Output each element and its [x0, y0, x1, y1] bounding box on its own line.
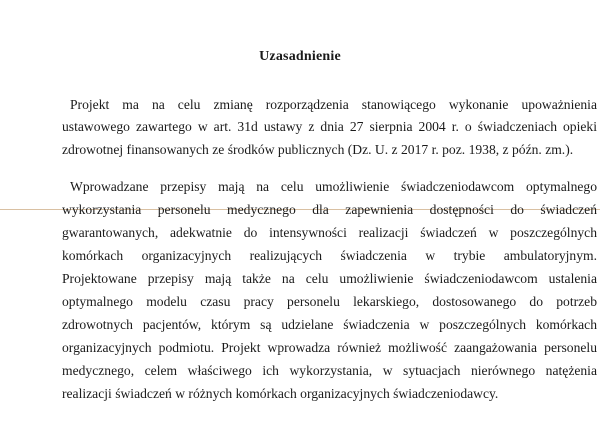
paragraph-2-line-10: realizacji świadczeń w różnych komórkach organizacyjnych świadczeniodawcy. [62, 386, 499, 401]
document-title: Uzasadnienie [259, 49, 341, 64]
paragraph-2-line-7: zdrowotnych pacjentów, którym są udzielane świadczenia w poszczególnych komórkach [62, 317, 597, 332]
paragraph-2-line-8: organizacyjnych podmiotu. Projekt wprowadza również możliwość zaangażowania personelu [62, 340, 597, 355]
paragraph-1-line-2: ustawowego zawartego w art. 31d ustawy z dnia 27 sierpnia 2004 r. o świadczeniach opieki [62, 119, 597, 134]
paragraph-1-line-3: zdrowotnej finansowanych ze środków publicznych (Dz. U. z 2017 r. poz. 1938, z późn. zm.). [62, 142, 574, 157]
paragraph-2-line-3: gwarantowanych, adekwatnie do intensywności realizacji świadczeń w poszczególnych [62, 225, 597, 240]
paragraph-1-line-1: Projekt ma na celu zmianę rozporządzenia stanowiącego wykonanie upoważnienia [70, 97, 597, 112]
paragraph-2-line-9: medycznego, celem właściwego ich wykorzystania, w sytuacjach nierównego natężenia [62, 363, 597, 378]
paragraph-2-line-1: Wprowadzane przepisy mają na celu umożliwienie świadczeniodawcom optymalnego [70, 179, 597, 194]
paragraph-2-line-2: wykorzystania personelu medycznego dla zapewnienia dostępności do świadczeń [62, 202, 597, 217]
paragraph-2-line-6: optymalnego modelu czasu pracy personelu lekarskiego, dostosowanego do potrzeb [62, 294, 597, 309]
paragraph-2-line-5: Projektowane przepisy mają także na celu umożliwienie świadczeniodawcom ustalenia [62, 271, 597, 286]
paragraph-2-line-4: komórkach organizacyjnych realizujących świadczenia w trybie ambulatoryjnym. [62, 248, 597, 263]
